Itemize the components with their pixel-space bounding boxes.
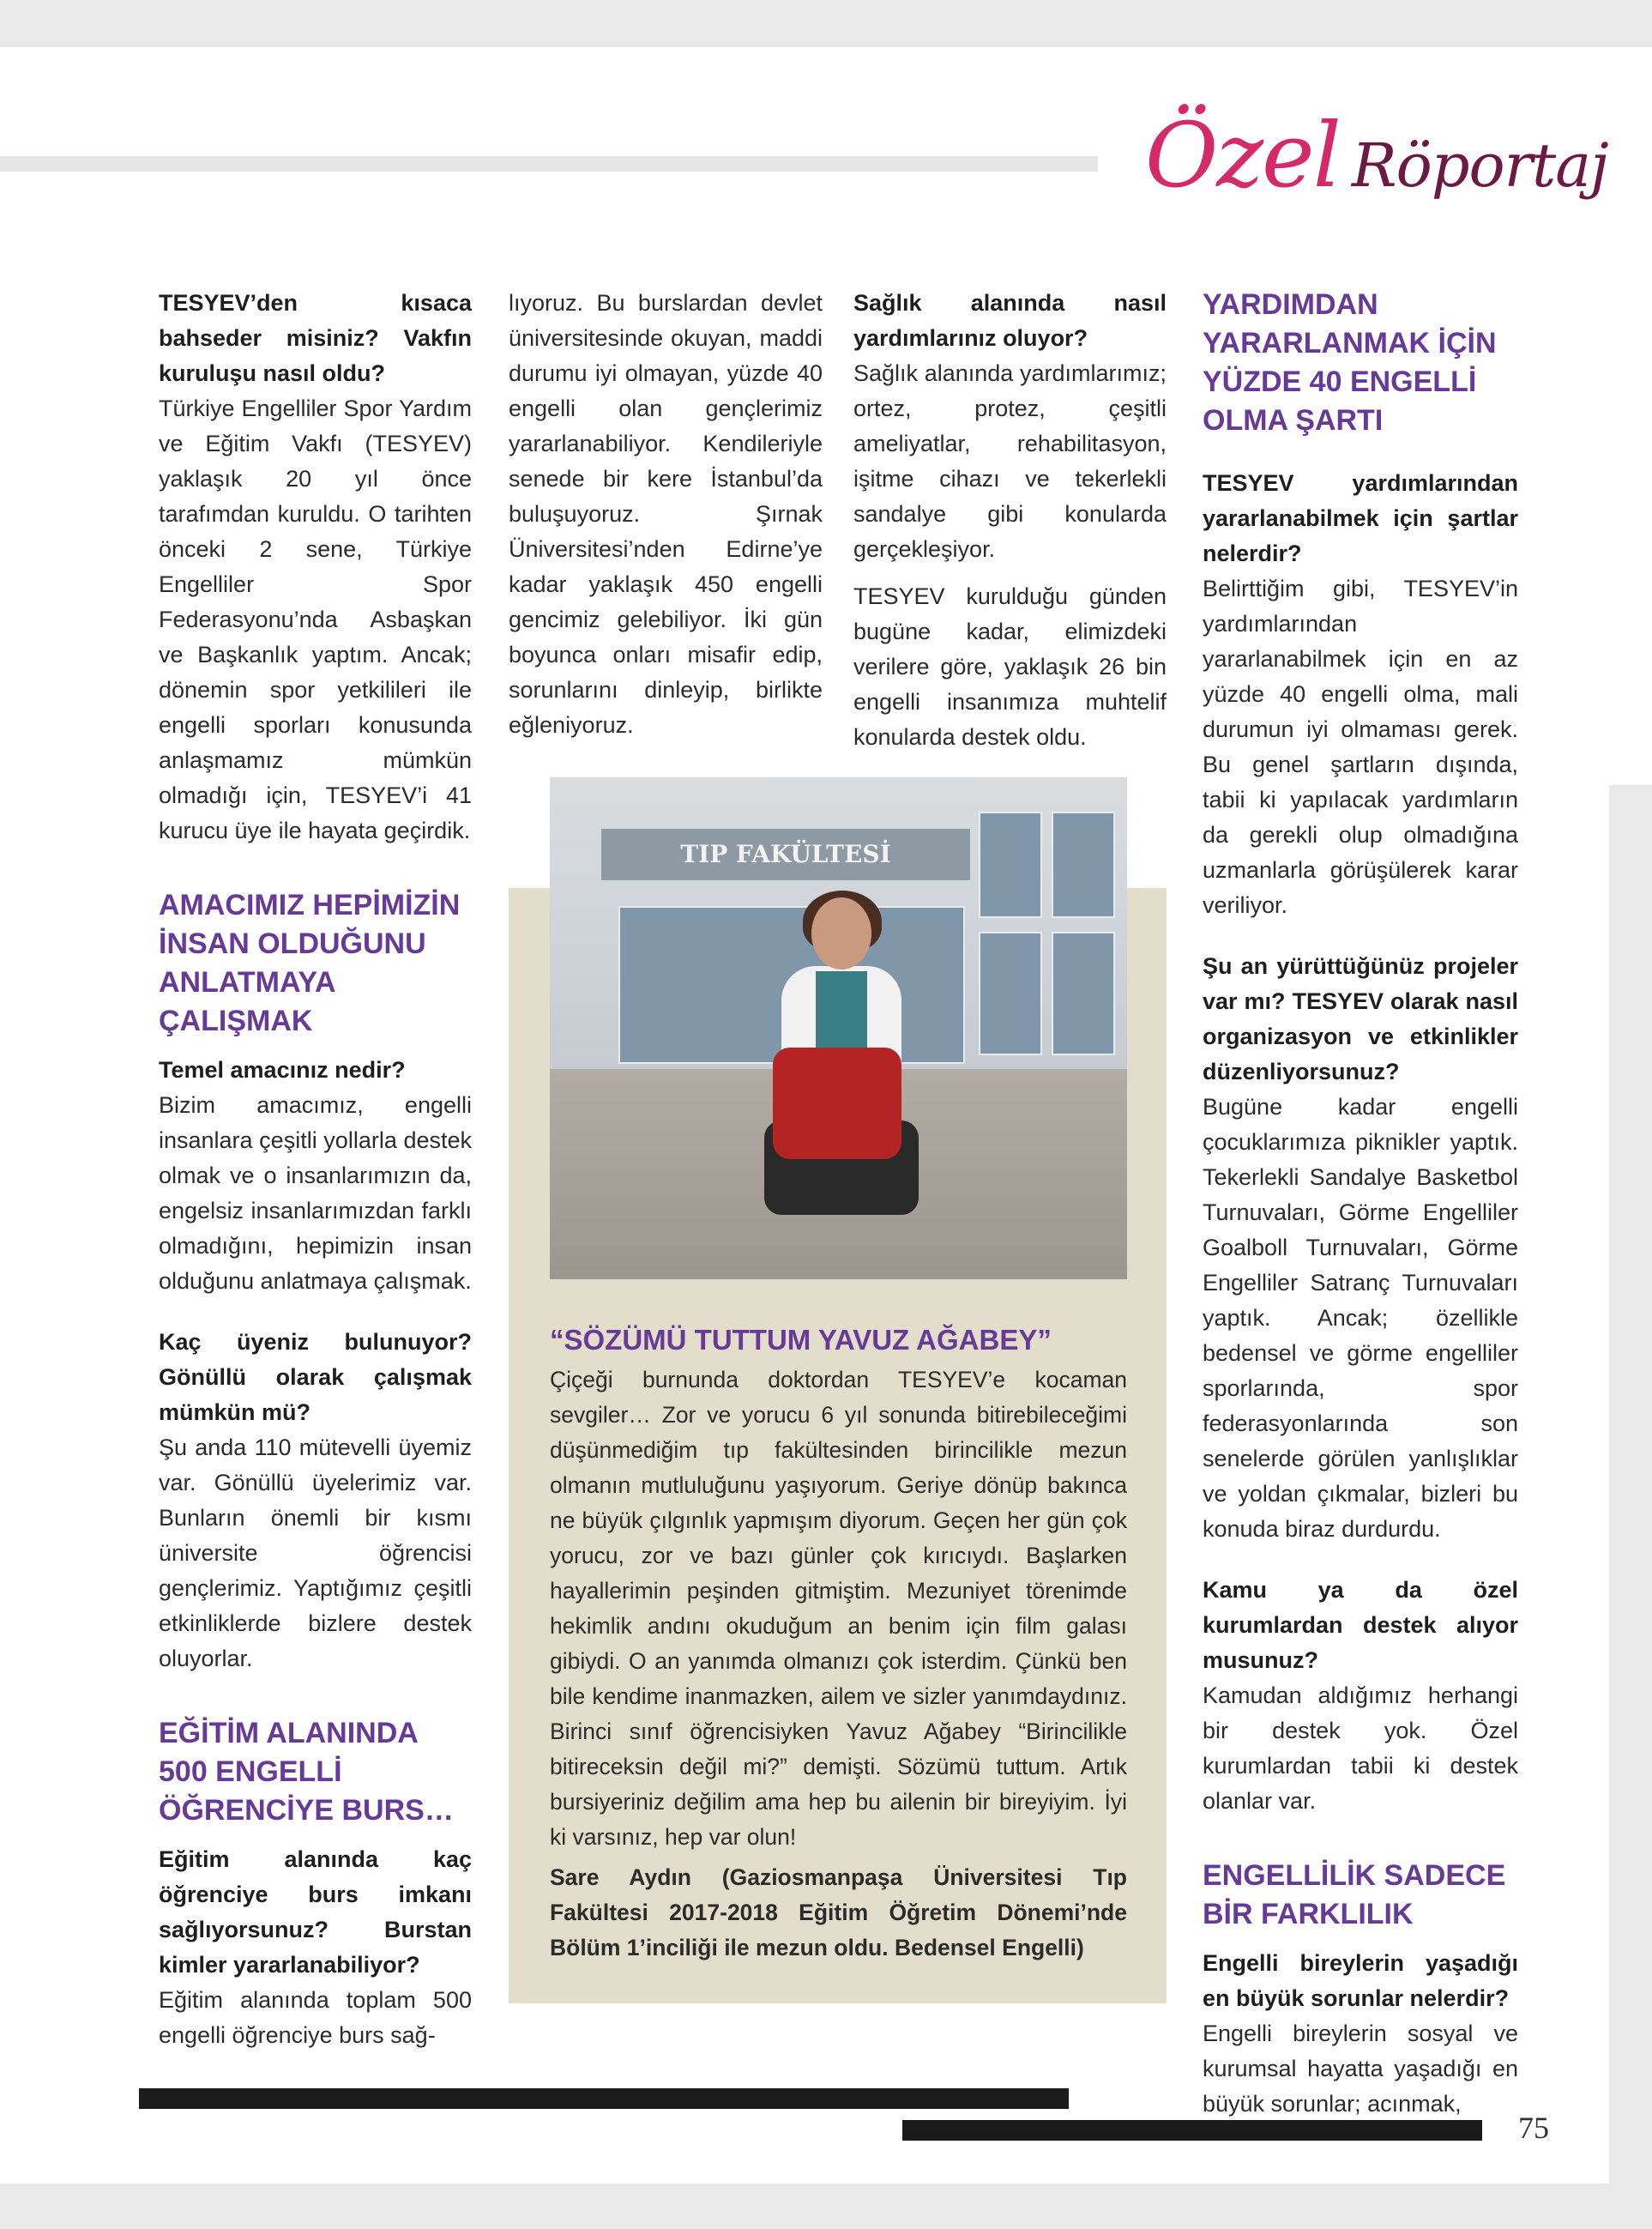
answer: Eğitim alanında toplam 500 engelli öğrenciye burs sağ-	[159, 1987, 472, 2048]
boxout-signature: Sare Aydın (Gaziosmanpaşa Üniversitesi Tıp Fakültesi 2017-2018 Eğitim Öğretim Dönemi’nde Bölüm 1’inciliği ile mezun oldu. Bedensel Engelli)	[550, 1864, 1127, 1960]
question: TESYEV yardımlarından yararlanabilmek için şartlar nelerdir?	[1203, 470, 1518, 566]
question: Sağlık alanında nasıl yardımlarınız oluyor?	[853, 290, 1167, 351]
page-number: 75	[1518, 2111, 1549, 2145]
section-masthead	[1145, 103, 1608, 223]
column-2	[509, 286, 823, 743]
person-in-wheelchair	[764, 897, 919, 1215]
header-rule	[0, 156, 1098, 172]
section-heading: ENGELLİLİK SADECE BİR FARKLILIK	[1203, 1859, 1506, 1930]
question: Eğitim alanında kaç öğrenciye burs imkanı sağlıyorsunuz? Burstan kimler yararlanabiliyor?	[159, 1846, 472, 1978]
footer-rule-top	[139, 2088, 1069, 2109]
section-heading: AMACIMIZ HEPİMİZİN İNSAN OLDUĞUNU ANLATMAYA ÇALIŞMAK	[159, 889, 461, 1037]
answer: TESYEV kurulduğu günden bugüne kadar, elimizdeki verilere göre, yaklaşık 26 bin engelli insanımıza muhtelif konularda destek oldu.	[853, 583, 1167, 750]
question: TESYEV’den kısaca bahseder misiniz? Vakfın kuruluşu nasıl oldu?	[159, 290, 472, 386]
section-heading: EĞİTİM ALANINDA 500 ENGELLİ ÖĞRENCİYE BURS…	[159, 1717, 454, 1827]
answer: Engelli bireylerin sosyal ve kurumsal hayatta yaşadığı en büyük sorunlar; acınmak,	[1203, 2021, 1518, 2117]
building-sign: TIP FAKÜLTESİ	[601, 829, 970, 880]
graduate-photo	[550, 777, 1127, 1279]
question: Şu an yürüttüğünüz projeler var mı? TESYEV olarak nasıl organizasyon ve etkinlikler düzenliyorsunuz?	[1203, 953, 1518, 1084]
footer-rule-bottom	[902, 2120, 1482, 2141]
column-4	[1203, 286, 1518, 2122]
column-1	[159, 286, 472, 2053]
page-edge	[1609, 47, 1652, 785]
question: Engelli bireylerin yaşadığı en büyük sorunlar nelerdir?	[1203, 1950, 1518, 2011]
masthead-ozel: Özel	[1145, 103, 1340, 208]
answer: Kamudan aldığımız herhangi bir destek yok. Özel kurumlardan tabii ki destek olanlar var.	[1203, 1682, 1518, 1814]
masthead-roportaj: Röportaj	[1351, 130, 1608, 201]
answer: Bizim amacımız, engelli insanlara çeşitli yollarla destek olmak ve o insanlarımızın da, engelsiz insanlarımızdan farklı olmadığını, hepimizin insan olduğunu anlatmaya çalışmak.	[159, 1092, 472, 1294]
answer: Şu anda 110 mütevelli üyemiz var. Gönüllü üyelerimiz var. Bunların önemli bir kısmı üniversite öğrencisi gençlerimiz. Yaptığımız çeşitli etkinliklerde bizlere destek oluyorlar.	[159, 1435, 472, 1671]
column-3	[853, 286, 1167, 755]
question: Temel amacınız nedir?	[159, 1057, 406, 1083]
answer: lıyoruz. Bu burslardan devlet üniversitesinde okuyan, maddi durumu iyi olmayan, yüzde 40 engelli olan gençlerimiz yararlanabiliyor. Kendileriyle senede bir kere İstanbul’da buluşuyoruz. Şırnak Üniversitesi’nden Edirne’ye kadar yaklaşık 450 engelli gencimiz gelebiliyor. İki gün boyunca onları misafir edip, sorunlarını dinleyip, birlikte eğleniyoruz.	[509, 290, 823, 738]
answer: Türkiye Engelliler Spor Yardım ve Eğitim Vakfı (TESYEV) yaklaşık 20 yıl önce tarafımdan kuruldu. O tarihten önceki 2 sene, Türkiye Engelliler Spor Federasyonu’nda Asbaşkan ve Başkanlık yaptım. Ancak; dönemin spor yetkilileri ile engelli sporları konusunda anlaşmamız mümkün olmadığı için, TESYEV’i 41 kurucu üye ile hayata geçirdik.	[159, 396, 472, 843]
answer: Belirttiğim gibi, TESYEV’in yardımlarından yararlanabilmek için en az yüzde 40 engelli olma, mali durumun iyi olmaması gerek. Bu genel şartların dışında, tabii ki yapılacak yardımların da gerekli olup olmadığına uzmanlarla görüşülerek karar veriliyor.	[1203, 576, 1518, 918]
answer: Bugüne kadar engelli çocuklarımıza piknikler yaptık. Tekerlekli Sandalye Basketbol Turnuvaları, Görme Engelliler Goalboll Turnuvaları, Görme Engelliler Satranç Turnuvaları yaptık. Ancak; özellikle bedensel ve görme engelliler sporlarında, spor federasyonlarında son senelerde görülen yanlışlıklar ve yoldan çıkmalar, bizleri bu konuda biraz durdurdu.	[1203, 1094, 1518, 1542]
boxout-body: Çiçeği burnunda doktordan TESYEV’e kocaman sevgiler… Zor ve yorucu 6 yıl sonunda bitirebileceğimi düşünmediğim tıp fakültesinden birincilikle mezun olmanın mutluluğunu yaşıyorum. Geriye dönüp bakınca ne büyük çılgınlık yapmışım diyorum. Geçen her gün çok yorucu, zor ve bazı günler çok kırıcıydı. Başlarken hayallerimin peşinden gitmiştim. Mezuniyet törenimde hekimlik andını okuduğum an benim için film galası gibiydi. O an yanımda olmanızı çok isterdim. Çünkü ben bile kendime inanmazken, ailem ve sizler yanımdaydınız. Birinci sınıf öğrencisiyken Yavuz Ağabey “Birincilikle bitireceksin değil mi?” demişti. Sözümü tuttum. Artık bursiyeriniz değilim ama hep bu ailenin bir bireyiyim. İyi ki varsınız, hep var olun!	[550, 1367, 1127, 1850]
boxout-title: “SÖZÜMÜ TUTTUM YAVUZ AĞABEY”	[550, 1324, 1052, 1356]
section-heading: YARDIMDAN YARARLANMAK İÇİN YÜZDE 40 ENGELLİ OLMA ŞARTI	[1203, 288, 1497, 437]
answer: Sağlık alanında yardımlarımız; ortez, protez, çeşitli ameliyatlar, rehabilitasyon, işitme cihazı ve tekerlekli sandalye gibi konularda gerçekleşiyor.	[853, 360, 1167, 562]
question: Kaç üyeniz bulunuyor? Gönüllü olarak çalışmak mümkün mü?	[159, 1329, 472, 1425]
question: Kamu ya da özel kurumlardan destek alıyor musunuz?	[1203, 1577, 1518, 1673]
